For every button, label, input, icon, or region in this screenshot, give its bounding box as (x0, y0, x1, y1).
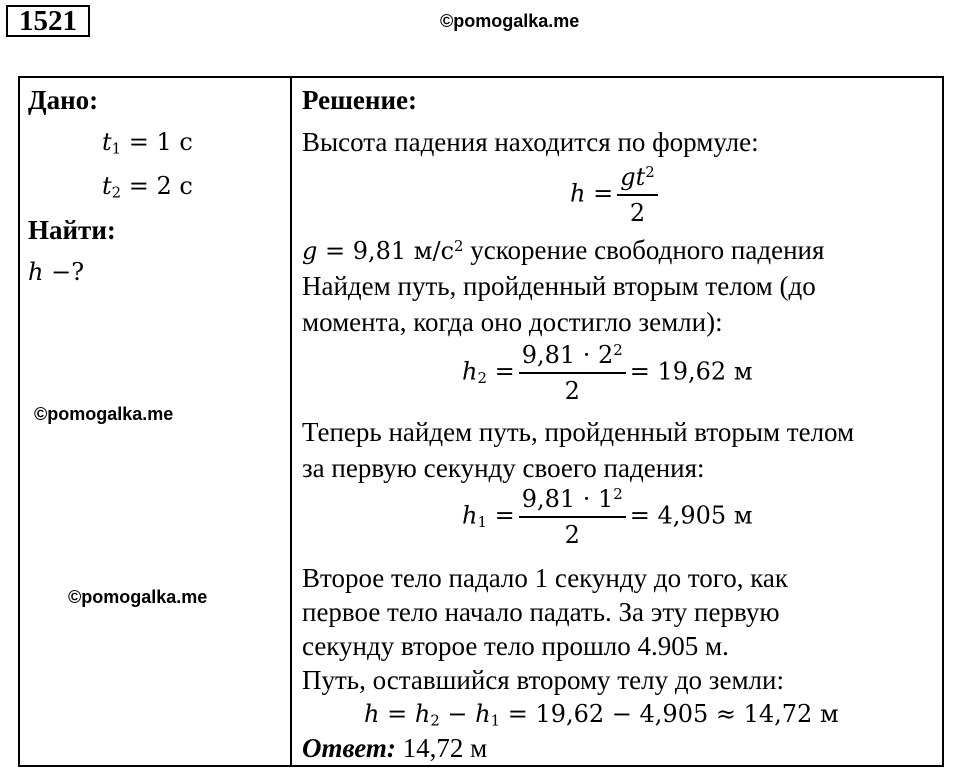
formula-h: h = $\frac{gt^2}{2}$ (570, 162, 662, 228)
given-t1: $t_1 = 1$ с (102, 128, 193, 158)
solution-table (18, 76, 944, 767)
text-p3: секунду второе тело прошло 4.905 м. (302, 631, 729, 661)
text-p4: Путь, оставшийся второму телу до земли: (302, 665, 784, 695)
given-t2: $t_2 = 2$ с (102, 172, 193, 202)
text-p1: Второе тело падало 1 секунду до того, как (302, 563, 788, 593)
g-line: g = 9,81 $м/с^2$ ускорение свободного падения (302, 235, 825, 265)
watermark-left-1: ©pomogalka.me (34, 404, 174, 424)
find-value: h −? (28, 258, 85, 286)
find-header: Найти: (28, 215, 116, 245)
formula-h1: $h_1$ = $\frac{9,81 \cdot 1^2}{2}$ = 4,905 м (462, 484, 753, 549)
given-header: Дано: (28, 85, 99, 115)
problem-number: 1521 (6, 5, 90, 37)
watermark-top: ©pomogalka.me (440, 11, 580, 31)
text-h2-line2: момента, когда оно достигло земли): (302, 307, 723, 337)
text-h1-line2: за первую секунду своего падения: (302, 453, 705, 483)
text-p2: первое тело начало падать. За эту первую (302, 597, 780, 627)
solution-intro: Высота падения находится по формуле: (302, 127, 759, 157)
column-divider (290, 78, 292, 765)
answer: Ответ: 14,72 м (302, 733, 488, 763)
text-h2-line1: Найдем путь, пройденный вторым телом (до (302, 271, 816, 301)
formula-final: $h = h_2 - h_1 = 19,62 - 4,905 \approx 14,72$ м (364, 700, 839, 730)
formula-h2: $h_2$ = $\frac{9,81 \cdot 2^2}{2}$ = 19,62 м (462, 340, 753, 405)
watermark-left-2: ©pomogalka.me (68, 587, 208, 607)
solution-header: Решение: (302, 85, 417, 115)
text-h1-line1: Теперь найдем путь, пройденный вторым телом (302, 417, 855, 447)
